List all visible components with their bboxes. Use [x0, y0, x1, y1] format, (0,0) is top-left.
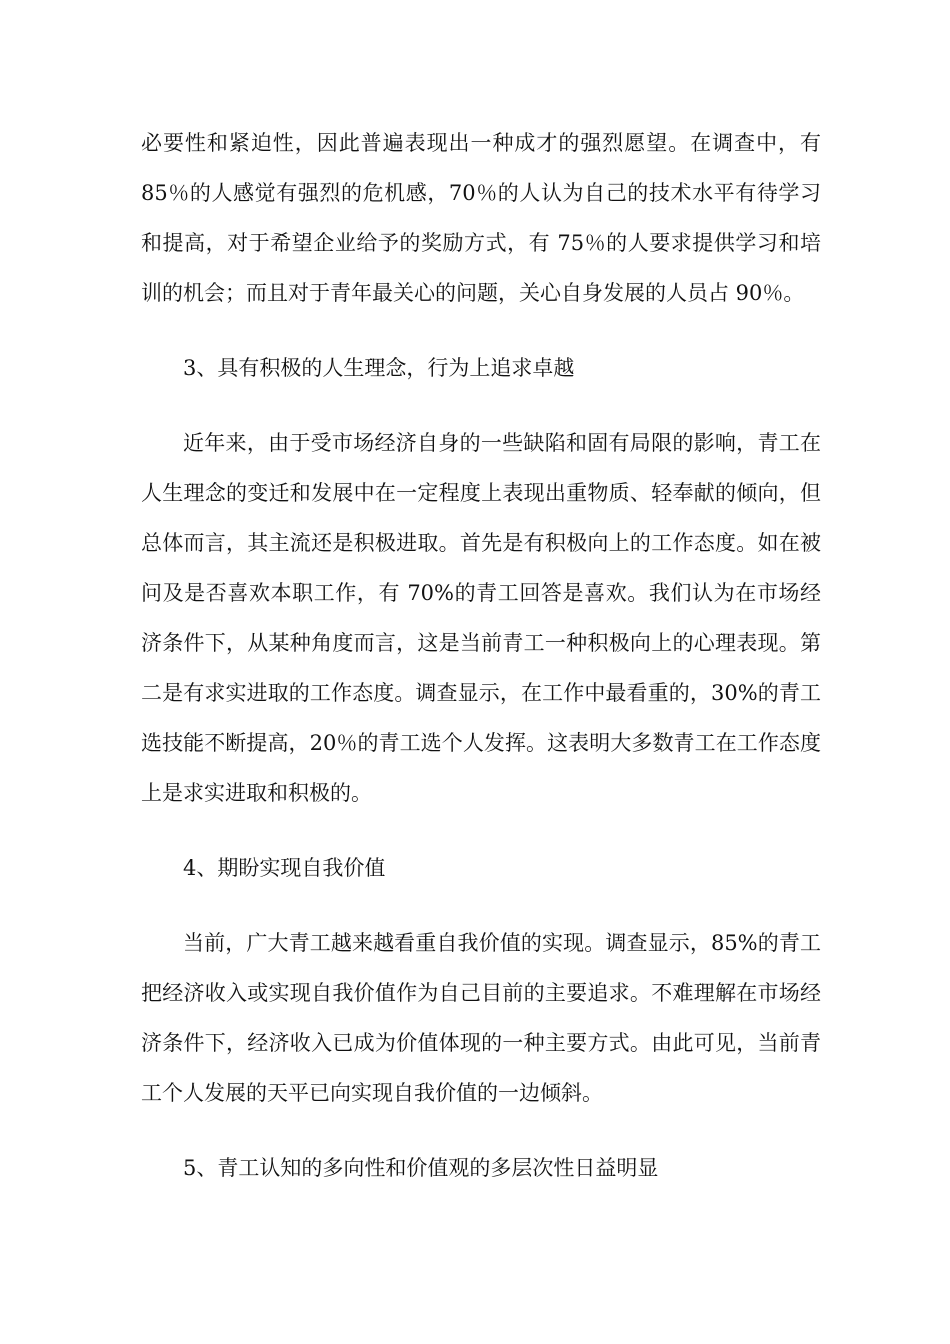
paragraph-section-3: 近年来，由于受市场经济自身的一些缺陷和固有局限的影响，青工在人生理念的变迁和发展中在一定程度上表现出重物质、轻奉献的倾向，但总体而言，其主流还是积极进取。首先是有积极向上的工作态度。如在被问及是否喜欢本职工作，有 70%的青工回答是喜欢。我们认为在市场经济条件下，从某种角度而言，这是当前青工一种积极向上的心理表现。第二是有求实进取的工作态度。调查显示，在工作中最看重的，30%的青工选技能不断提高，20％的青工选个人发挥。这表明大多数青工在工作态度上是求实进取和积极的。 — [141, 431, 821, 805]
paragraph-section-4: 当前，广大青工越来越看重自我价值的实现。调查显示，85%的青工把经济收入或实现自我价值作为自己目前的主要追求。不难理解在市场经济条件下，经济收入已成为价值体现的一种主要方式。由此可见，当前青工个人发展的天平已向实现自我价值的一边倾斜。 — [141, 931, 821, 1105]
section-heading-4: 4、期盼实现自我价值 — [183, 856, 386, 880]
paragraph-continued: 必要性和紧迫性，因此普遍表现出一种成才的强烈愿望。在调查中，有 85％的人感觉有强烈的危机感，70％的人认为自己的技术水平有待学习和提高，对于希望企业给予的奖励方式，有 75％的人要求提供学习和培训的机会；而且对于青年最关心的问题，关心自身发展的人员占 90％。 — [141, 131, 821, 305]
section-heading-5: 5、青工认知的多向性和价值观的多层次性日益明显 — [183, 1156, 659, 1180]
section-heading-3: 3、具有积极的人生理念，行为上追求卓越 — [183, 356, 575, 380]
document-body — [141, 118, 821, 1218]
